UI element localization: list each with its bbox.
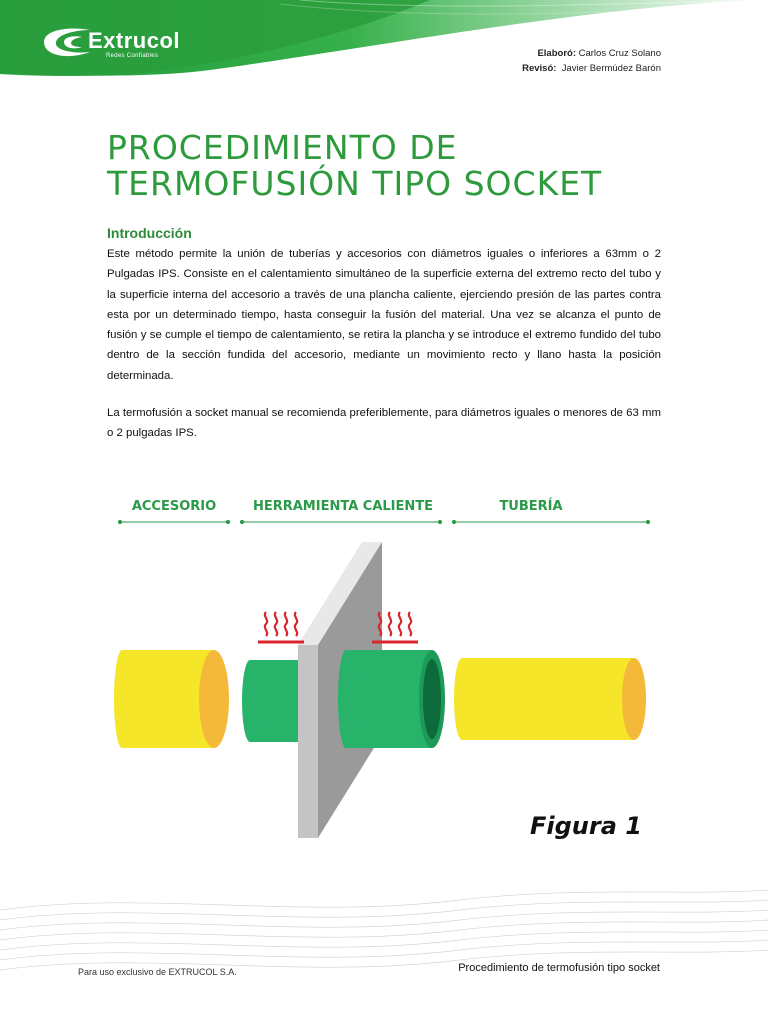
footer-right: Procedimiento de termofusión tipo socket bbox=[458, 962, 660, 974]
intro-heading: Introducción bbox=[107, 225, 192, 241]
document-meta bbox=[522, 46, 661, 76]
accessory-pipe bbox=[114, 650, 229, 748]
logo-text: Extrucol bbox=[88, 28, 181, 53]
dimension-arrows bbox=[118, 520, 649, 523]
footer-waves bbox=[0, 880, 768, 1024]
paragraph-1: Este método permite la unión de tuberías y accesorios con diámetros iguales o inferiores a 63mm o 2 Pulgadas IPS. Consiste en el calentamiento simultáneo de la superficie externa del extremo recto del tubo y la superficie interna del accesorio a través de una plancha caliente, ejerciendo presión de las partes contra esta por un determinado tiempo, hasta conseguir la fusión del material. Una vez se alcanza el punto de fusión y se cumple el tiempo de calentamiento, se retira la plancha y se introduce el extremo fundido del tubo dentro de la sección fundida del accesorio, mediante un movimiento recto y llano hasta la posición determinada. bbox=[107, 248, 661, 382]
title-line-1: PROCEDIMIENTO DE bbox=[107, 128, 458, 167]
label-herramienta: HERRAMIENTA CALIENTE bbox=[252, 499, 434, 514]
heat-icon-left bbox=[258, 612, 304, 642]
label-accesorio: ACCESORIO bbox=[131, 499, 217, 514]
paragraph-2: La termofusión a socket manual se recomienda preferiblemente, para diámetros iguales o menores de 63 mm o 2 pulgadas IPS. bbox=[107, 407, 661, 440]
footer-left: Para uso exclusivo de EXTRUCOL S.A. bbox=[78, 967, 237, 977]
elaboro-line: Elaboró: Carlos Cruz Solano bbox=[537, 48, 661, 59]
title-line-2: TERMOFUSIÓN TIPO SOCKET bbox=[107, 164, 603, 203]
logo-subtitle: Redes Confiables bbox=[106, 53, 159, 59]
figure-caption: Figura 1 bbox=[530, 812, 642, 840]
socket-fusion-diagram bbox=[100, 490, 680, 860]
label-tuberia: TUBERÍA bbox=[499, 499, 563, 514]
female-socket-green bbox=[338, 650, 445, 748]
page-title bbox=[107, 130, 667, 202]
reviso-line: Revisó: Javier Bermúdez Barón bbox=[522, 63, 661, 74]
pipe-tuberia bbox=[454, 658, 646, 740]
